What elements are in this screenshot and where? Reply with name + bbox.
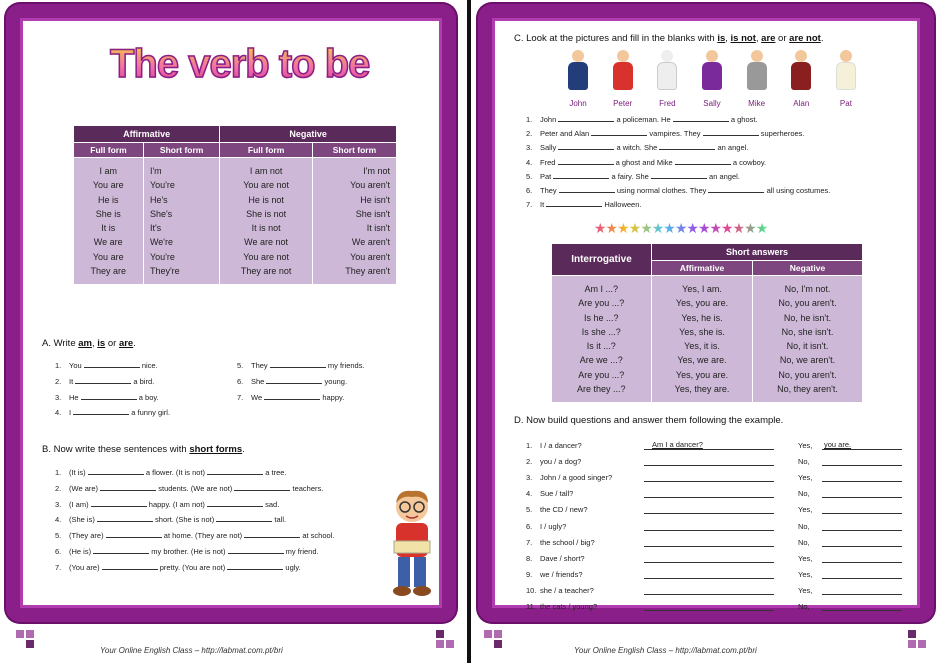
col-short-affirmative bbox=[652, 276, 753, 403]
cell: No, you aren't. bbox=[778, 298, 837, 309]
exercise-d-row: 10. she / a teacher? Yes, bbox=[526, 579, 906, 595]
decor-square bbox=[494, 630, 502, 638]
answer-blank[interactable] bbox=[88, 467, 144, 475]
exercise-d-row: 8. Dave / short? Yes, bbox=[526, 547, 906, 563]
answer-blank[interactable] bbox=[227, 562, 283, 570]
answer-blank[interactable] bbox=[264, 392, 320, 400]
answer-blank[interactable] bbox=[91, 499, 147, 507]
footer-text: Your Online English Class – http://labmat.com.pt/bri bbox=[100, 646, 283, 655]
answer-blank[interactable] bbox=[644, 522, 774, 531]
cell: Yes, I am. bbox=[682, 284, 722, 294]
exercise-item: 4. I a funny girl. bbox=[55, 408, 171, 418]
answer-blank[interactable] bbox=[266, 376, 322, 384]
exercise-item: 2. It a bird. bbox=[55, 376, 155, 386]
cell: Is it ...? bbox=[586, 341, 616, 352]
answer-blank[interactable] bbox=[73, 407, 129, 415]
exercise-item: 6. They using normal clothes. They all using costumes. bbox=[526, 186, 831, 196]
exercise-item: 3. Sally a witch. She an angel. bbox=[526, 143, 749, 153]
answer-blank[interactable] bbox=[644, 586, 774, 595]
cell: Are you ...? bbox=[578, 369, 625, 380]
answer-blank[interactable] bbox=[553, 171, 609, 179]
cell: You are bbox=[92, 251, 124, 262]
exercise-item: 3. He a boy. bbox=[55, 392, 159, 402]
answer-blank[interactable] bbox=[644, 538, 774, 547]
answer-blank[interactable] bbox=[75, 376, 131, 384]
decor-square bbox=[436, 630, 444, 638]
decor-square bbox=[908, 640, 916, 648]
right-page bbox=[474, 0, 938, 663]
exercise-item: 4. Fred a ghost and Mike a cowboy. bbox=[526, 157, 767, 167]
answer-blank[interactable] bbox=[673, 114, 729, 122]
section-b-heading: B. Now write these sentences with short forms. bbox=[42, 444, 245, 455]
answer-blank[interactable] bbox=[207, 467, 263, 475]
cell: No, we aren't. bbox=[779, 355, 836, 366]
exercise-item: 3. (I am) happy. (I am not) sad. bbox=[55, 499, 280, 509]
cell: We are bbox=[93, 237, 123, 248]
answer-blank[interactable] bbox=[234, 483, 290, 491]
sub-header: Full form bbox=[74, 143, 144, 158]
sub-header: Affirmative bbox=[652, 261, 753, 276]
cell: It's bbox=[149, 223, 162, 234]
witch-figure bbox=[696, 48, 728, 94]
angel-figure bbox=[830, 48, 862, 94]
section-d-heading: D. Now build questions and answer them following the example. bbox=[514, 415, 784, 426]
exercise-d-row: 11. the cats / young? No, bbox=[526, 595, 906, 611]
star-icons: ★★★★★★★★★★★★★★★ bbox=[594, 220, 768, 236]
decor-square bbox=[26, 640, 34, 648]
character-name: Mike bbox=[748, 99, 766, 108]
answer-blank[interactable] bbox=[822, 554, 902, 563]
answer-blank[interactable] bbox=[100, 483, 156, 491]
cell: Yes, it is. bbox=[684, 341, 720, 352]
answer-blank[interactable] bbox=[708, 185, 764, 193]
exercise-d-row: 7. the school / big? No, bbox=[526, 531, 906, 547]
answer-blank[interactable] bbox=[822, 457, 902, 466]
exercise-d-row: 1. I / a dancer? Am I a dancer? Yes, you are. bbox=[526, 434, 906, 450]
exercise-d-row: 6. I / ugly? No, bbox=[526, 514, 906, 530]
cell: It is bbox=[101, 223, 116, 234]
cell: No, you aren't. bbox=[778, 369, 837, 380]
decor-square bbox=[908, 630, 916, 638]
sub-header: Short form bbox=[143, 143, 219, 158]
answer-blank[interactable] bbox=[228, 546, 284, 554]
cell: Yes, you are. bbox=[675, 298, 729, 309]
cell: Is she ...? bbox=[581, 326, 621, 337]
cell: You aren't bbox=[350, 251, 390, 262]
exercise-item: 5. (They are) at home. (They are not) at school. bbox=[55, 531, 335, 541]
answer-blank[interactable] bbox=[559, 185, 615, 193]
cell: No, he isn't. bbox=[783, 312, 832, 323]
answer-blank[interactable] bbox=[651, 171, 707, 179]
answer-blank[interactable] bbox=[558, 142, 614, 150]
answer-blank[interactable] bbox=[81, 392, 137, 400]
cell: They are not bbox=[240, 266, 292, 277]
cell: It is not bbox=[251, 223, 281, 234]
answer-blank[interactable] bbox=[822, 473, 902, 482]
cell: It isn't bbox=[366, 223, 390, 234]
exercise-d-row: 3. John / a good singer? Yes, bbox=[526, 466, 906, 482]
decor-square bbox=[436, 640, 444, 648]
answer-blank[interactable] bbox=[822, 586, 902, 595]
page-divider bbox=[467, 0, 471, 663]
answer-blank[interactable] bbox=[822, 602, 902, 611]
col-full-aff bbox=[74, 158, 144, 285]
cell: Yes, we are. bbox=[677, 355, 727, 366]
answer-blank[interactable] bbox=[659, 142, 715, 150]
answer-blank[interactable]: you are. bbox=[822, 440, 902, 450]
cell: Is he ...? bbox=[583, 312, 619, 323]
exercise-d-row: 9. we / friends? Yes, bbox=[526, 563, 906, 579]
sub-header: Full form bbox=[220, 143, 313, 158]
short-answers-table bbox=[551, 243, 863, 402]
exercise-item: 6. (He is) my brother. (He is not) my friend. bbox=[55, 546, 319, 556]
cell: Yes, they are. bbox=[674, 384, 730, 395]
answer-blank[interactable] bbox=[546, 199, 602, 207]
character-name: Pat bbox=[839, 99, 852, 108]
answer-blank[interactable] bbox=[558, 157, 614, 165]
cell: I'm not bbox=[363, 166, 390, 176]
exercise-item: 2. (We are) students. (We are not) teachers. bbox=[55, 483, 324, 493]
star-divider bbox=[594, 220, 767, 237]
character-name: Alan bbox=[793, 99, 810, 108]
sub-header: Negative bbox=[752, 261, 862, 276]
superhero-figure bbox=[607, 48, 639, 94]
decor-square bbox=[16, 630, 24, 638]
answer-blank[interactable] bbox=[644, 505, 774, 514]
answer-blank[interactable] bbox=[822, 489, 902, 498]
cell: Yes, he is. bbox=[681, 312, 723, 323]
exercise-c bbox=[526, 113, 830, 212]
answer-blank[interactable] bbox=[644, 489, 774, 498]
cell: I am bbox=[99, 166, 117, 176]
policeman-figure bbox=[562, 48, 594, 94]
col-interrogative bbox=[552, 276, 652, 403]
character-name: Peter bbox=[613, 99, 633, 108]
answer-blank[interactable] bbox=[675, 157, 731, 165]
decor-square bbox=[494, 640, 502, 648]
cell: We aren't bbox=[351, 237, 390, 248]
vampire-figure bbox=[785, 48, 817, 94]
cell: We are not bbox=[244, 237, 289, 248]
cell: She is bbox=[95, 208, 121, 219]
answer-blank[interactable] bbox=[822, 522, 902, 531]
exercise-item: 2. Peter and Alan vampires. They superheroes. bbox=[526, 129, 805, 139]
ghost-figure bbox=[651, 48, 683, 94]
answer-blank[interactable] bbox=[822, 538, 902, 547]
cell: She's bbox=[149, 208, 173, 219]
exercise-d-row: 4. Sue / tall? No, bbox=[526, 482, 906, 498]
col-short-aff bbox=[143, 158, 219, 285]
decor-square bbox=[918, 640, 926, 648]
cell: Yes, you are. bbox=[675, 369, 729, 380]
exercise-a-col1 bbox=[55, 358, 170, 421]
section-c-heading: C. Look at the pictures and fill in the blanks with is, is not, are or are not. bbox=[514, 33, 824, 44]
boy-reading-illustration bbox=[382, 485, 442, 603]
header-short-answers: Short answers bbox=[652, 244, 863, 261]
header-affirmative: Affirmative bbox=[74, 126, 220, 143]
exercise-item: 5. Pat a fairy. She an angel. bbox=[526, 171, 740, 181]
answer-blank[interactable] bbox=[822, 505, 902, 514]
exercise-item: 7. We happy. bbox=[237, 392, 345, 402]
exercise-b bbox=[55, 465, 334, 576]
answer-blank[interactable] bbox=[558, 114, 614, 122]
answer-blank[interactable] bbox=[644, 473, 774, 482]
answer-blank[interactable] bbox=[106, 530, 162, 538]
decor-square bbox=[26, 630, 34, 638]
answer-blank[interactable] bbox=[822, 570, 902, 579]
cell: No, they aren't. bbox=[777, 384, 838, 395]
cell: He's bbox=[149, 194, 168, 205]
cell: You are not bbox=[243, 251, 289, 262]
col-full-neg bbox=[220, 158, 313, 285]
worksheet-title: The verb to be bbox=[110, 42, 370, 86]
answer-blank[interactable] bbox=[644, 554, 774, 563]
left-page bbox=[0, 0, 464, 663]
cell: I am not bbox=[249, 166, 283, 176]
cell: No, it isn't. bbox=[786, 341, 829, 352]
exercise-item: 1. You nice. bbox=[55, 361, 158, 370]
exercise-item: 5. They my friends. bbox=[237, 361, 365, 370]
cell: They aren't bbox=[345, 266, 390, 277]
cell: You are not bbox=[243, 180, 289, 191]
answer-blank[interactable] bbox=[102, 562, 158, 570]
cell: You are bbox=[92, 180, 124, 191]
cell: Are we ...? bbox=[579, 355, 623, 366]
answer-blank[interactable] bbox=[97, 514, 153, 522]
answer-blank[interactable] bbox=[216, 514, 272, 522]
cell: Yes, she is. bbox=[679, 326, 725, 337]
exercise-d bbox=[526, 434, 906, 611]
cell: I'm bbox=[149, 166, 162, 176]
sub-header: Short form bbox=[312, 143, 396, 158]
cell: No, she isn't. bbox=[781, 326, 834, 337]
answer-blank[interactable]: Am I a dancer? bbox=[644, 440, 774, 450]
header-negative: Negative bbox=[220, 126, 397, 143]
character-name: Fred bbox=[659, 99, 676, 108]
answer-blank[interactable] bbox=[270, 360, 326, 368]
exercise-item: 6. She young. bbox=[237, 376, 348, 386]
answer-blank[interactable] bbox=[93, 546, 149, 554]
exercise-item: 4. (She is) short. (She is not) tall. bbox=[55, 515, 287, 525]
answer-blank[interactable] bbox=[84, 360, 140, 368]
cell: They're bbox=[149, 266, 180, 277]
cell: She is not bbox=[246, 208, 287, 219]
answer-blank[interactable] bbox=[644, 570, 774, 579]
cell: She isn't bbox=[355, 208, 390, 219]
exercise-item: 7. (You are) pretty. (You are not) ugly. bbox=[55, 562, 301, 572]
verb-table bbox=[73, 125, 397, 284]
section-a-heading: A. Write am, is or are. bbox=[42, 338, 136, 349]
character-names bbox=[562, 99, 862, 108]
cowboy-figure bbox=[741, 48, 773, 94]
character-name: John bbox=[569, 99, 587, 108]
exercise-a-col2 bbox=[237, 358, 365, 405]
character-name: Sally bbox=[703, 99, 721, 108]
header-interrogative: Interrogative bbox=[552, 244, 652, 276]
cell: You aren't bbox=[350, 180, 390, 191]
col-short-negative bbox=[752, 276, 862, 403]
costume-characters bbox=[562, 48, 862, 98]
cell: He is bbox=[97, 194, 119, 205]
exercise-item: 7. It Halloween. bbox=[526, 200, 642, 210]
footer-text: Your Online English Class – http://labmat.com.pt/bri bbox=[574, 646, 757, 655]
answer-blank[interactable] bbox=[644, 457, 774, 466]
exercise-d-row: 2. you / a dog? No, bbox=[526, 450, 906, 466]
answer-blank[interactable] bbox=[591, 128, 647, 136]
cell: Are you ...? bbox=[578, 298, 625, 309]
decor-square bbox=[446, 640, 454, 648]
cell: You're bbox=[149, 180, 175, 191]
answer-blank[interactable] bbox=[207, 499, 263, 507]
col-short-neg bbox=[312, 158, 396, 285]
cell: No, I'm not. bbox=[784, 284, 831, 294]
cell: We're bbox=[149, 237, 174, 248]
cell: Are they ...? bbox=[576, 384, 626, 395]
decor-square bbox=[484, 630, 492, 638]
answer-blank[interactable] bbox=[244, 530, 300, 538]
cell: He isn't bbox=[360, 194, 390, 205]
answer-blank[interactable] bbox=[703, 128, 759, 136]
exercise-item: 1. (It is) a flower. (It is not) a tree. bbox=[55, 468, 287, 477]
cell: He is not bbox=[248, 194, 284, 205]
cell: They are bbox=[90, 266, 126, 277]
cell: Am I ...? bbox=[584, 284, 618, 294]
exercise-d-row: 5. the CD / new? Yes, bbox=[526, 498, 906, 514]
exercise-item: 1. John a policeman. He a ghost. bbox=[526, 115, 758, 124]
cell: You're bbox=[149, 251, 175, 262]
answer-blank[interactable] bbox=[644, 602, 774, 611]
